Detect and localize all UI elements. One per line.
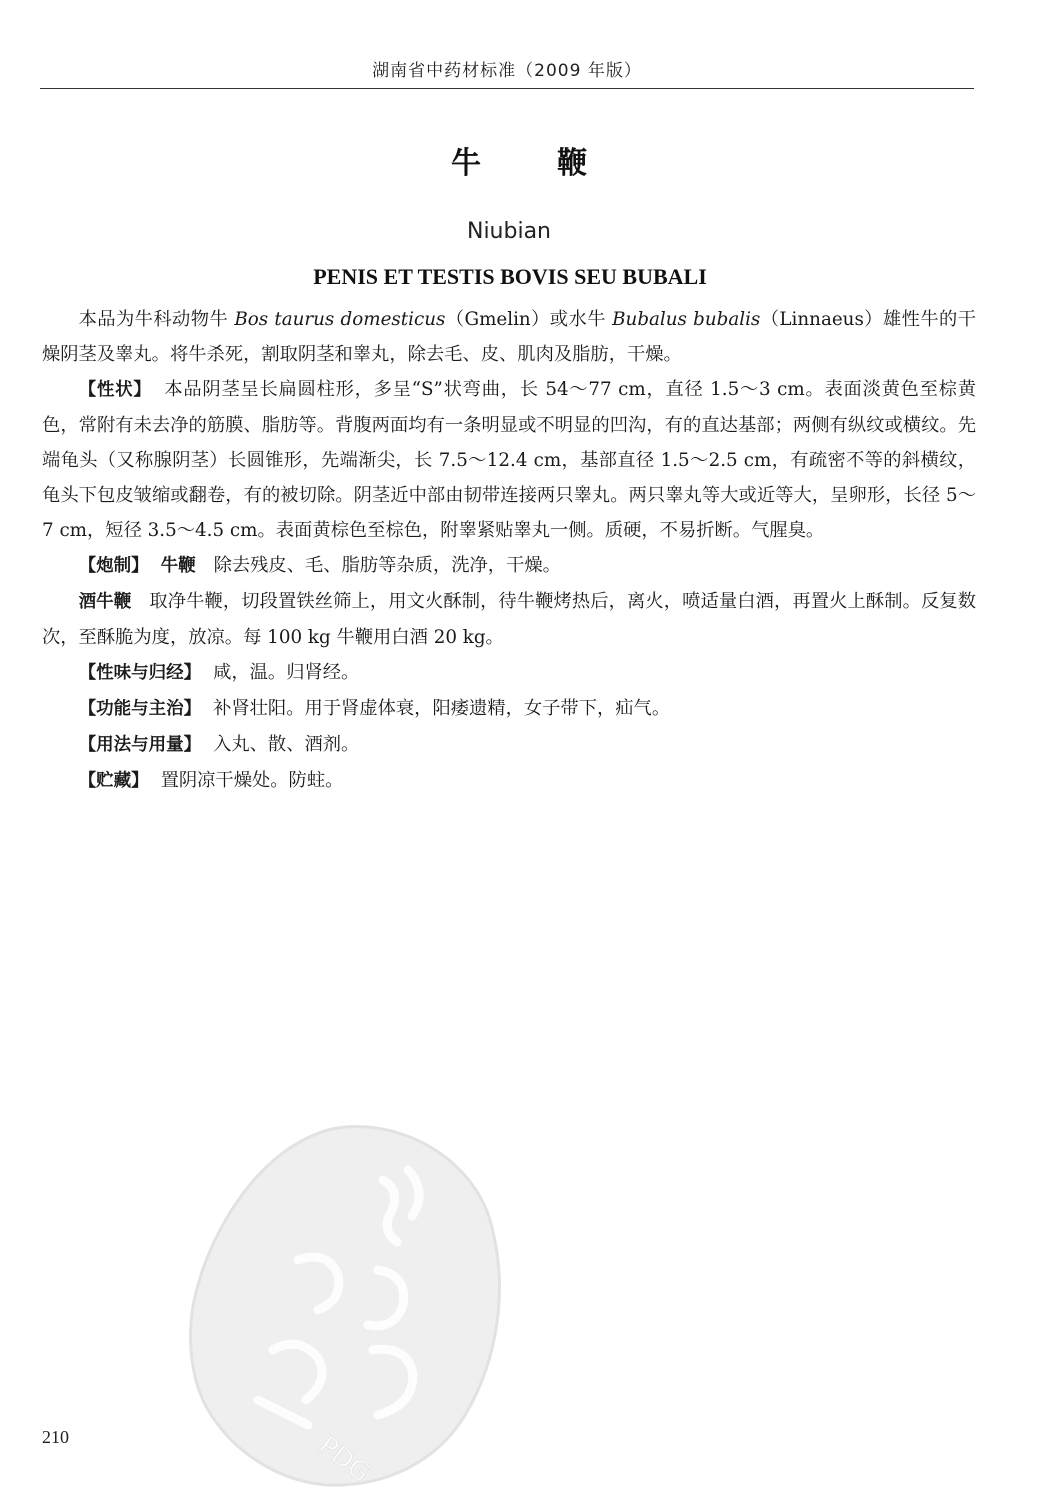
section-storage [42,763,976,799]
section-description [42,372,976,548]
watermark-text: PDG [312,1430,376,1489]
processing-item-1-name: 牛鞭 [160,556,196,576]
section-text-storage: 置阴凉干燥处。防蛀。 [160,770,344,791]
section-processing [42,548,976,584]
intro-text-3: （Linnaeus）雄性牛的干燥阴茎及睾丸。将牛杀死，割取阴茎和睾丸，除去毛、皮、肌肉及脂肪，干燥。 [42,309,976,365]
section-label-functions: 【功能与主治】 [78,699,202,719]
pinyin-name: Niubian [466,219,551,244]
section-usage [42,727,976,763]
section-processing-wine [42,584,976,655]
title-char-2: 鞭 [557,146,587,181]
page-title [0,138,1038,182]
section-label-nature-meridian: 【性味与归经】 [78,663,202,683]
processing-item-2-name: 酒牛鞭 [78,592,132,612]
watermark-seal [178,1110,508,1490]
header-divider [40,88,974,89]
species-name-1: Bos taurus domesticus [234,309,446,330]
section-text-nature-meridian: 咸，温。归肾经。 [213,662,360,683]
section-label-usage: 【用法与用量】 [78,735,202,755]
species-name-2: Bubalus bubalis [612,309,761,330]
intro-text-1: 本品为牛科动物牛 [78,309,235,330]
section-label-storage: 【贮藏】 [78,771,149,791]
title-char-1: 牛 [451,146,481,181]
section-label-processing: 【炮制】 [78,556,149,576]
section-text-functions: 补肾壮阳。用于肾虚体衰，阳痿遗精，女子带下，疝气。 [213,698,671,719]
intro-paragraph [42,302,976,372]
processing-item-2-text: 取净牛鞭，切段置铁丝筛上，用文火酥制，待牛鞭烤热后，离火，喷适量白酒，再置火上酥制。反复数次，至酥脆为度，放凉。每 100 kg 牛鞭用白酒 20 kg。 [42,591,977,648]
page-number: 210 [42,1427,69,1447]
intro-text-2: （Gmelin）或水牛 [445,309,613,330]
running-header: 湖南省中药材标准（2009 年版） [372,61,642,81]
section-nature-meridian [42,655,976,691]
monograph-body [42,302,976,799]
section-text-usage: 入丸、散、酒剂。 [213,734,360,755]
section-text-description: 本品阴茎呈长扁圆柱形，多呈“S”状弯曲，长 54～77 cm，直径 1.5～3 cm。表面淡黄色至棕黄色，常附有未去净的筋膜、脂肪等。背腹两面均有一条明显或不明显的凹沟，有的直达基部；两侧有纵纹或横纹。先端龟头（又称腺阴茎）长圆锥形，先端渐尖，长 7.5～12.4 cm，基部直径 1.5～2.5 cm，有疏密不等的斜横纹，龟头下包皮皱缩或翻卷，有的被切除。阴茎近中部由韧带连接两只睾丸。两只睾丸等大或近等大，呈卵形，长径 5～7 cm，短径 3.5～4.5 cm。表面黄棕色至棕色，附睾紧贴睾丸一侧。质硬，不易折断。气腥臭。 [42,379,976,541]
processing-item-1-text: 除去残皮、毛、脂肪等杂质，洗净，干燥。 [213,555,561,576]
latin-name: PENIS ET TESTIS BOVIS SEU BUBALI [313,264,707,289]
section-functions [42,691,976,727]
section-label-description: 【性状】 [78,380,152,400]
